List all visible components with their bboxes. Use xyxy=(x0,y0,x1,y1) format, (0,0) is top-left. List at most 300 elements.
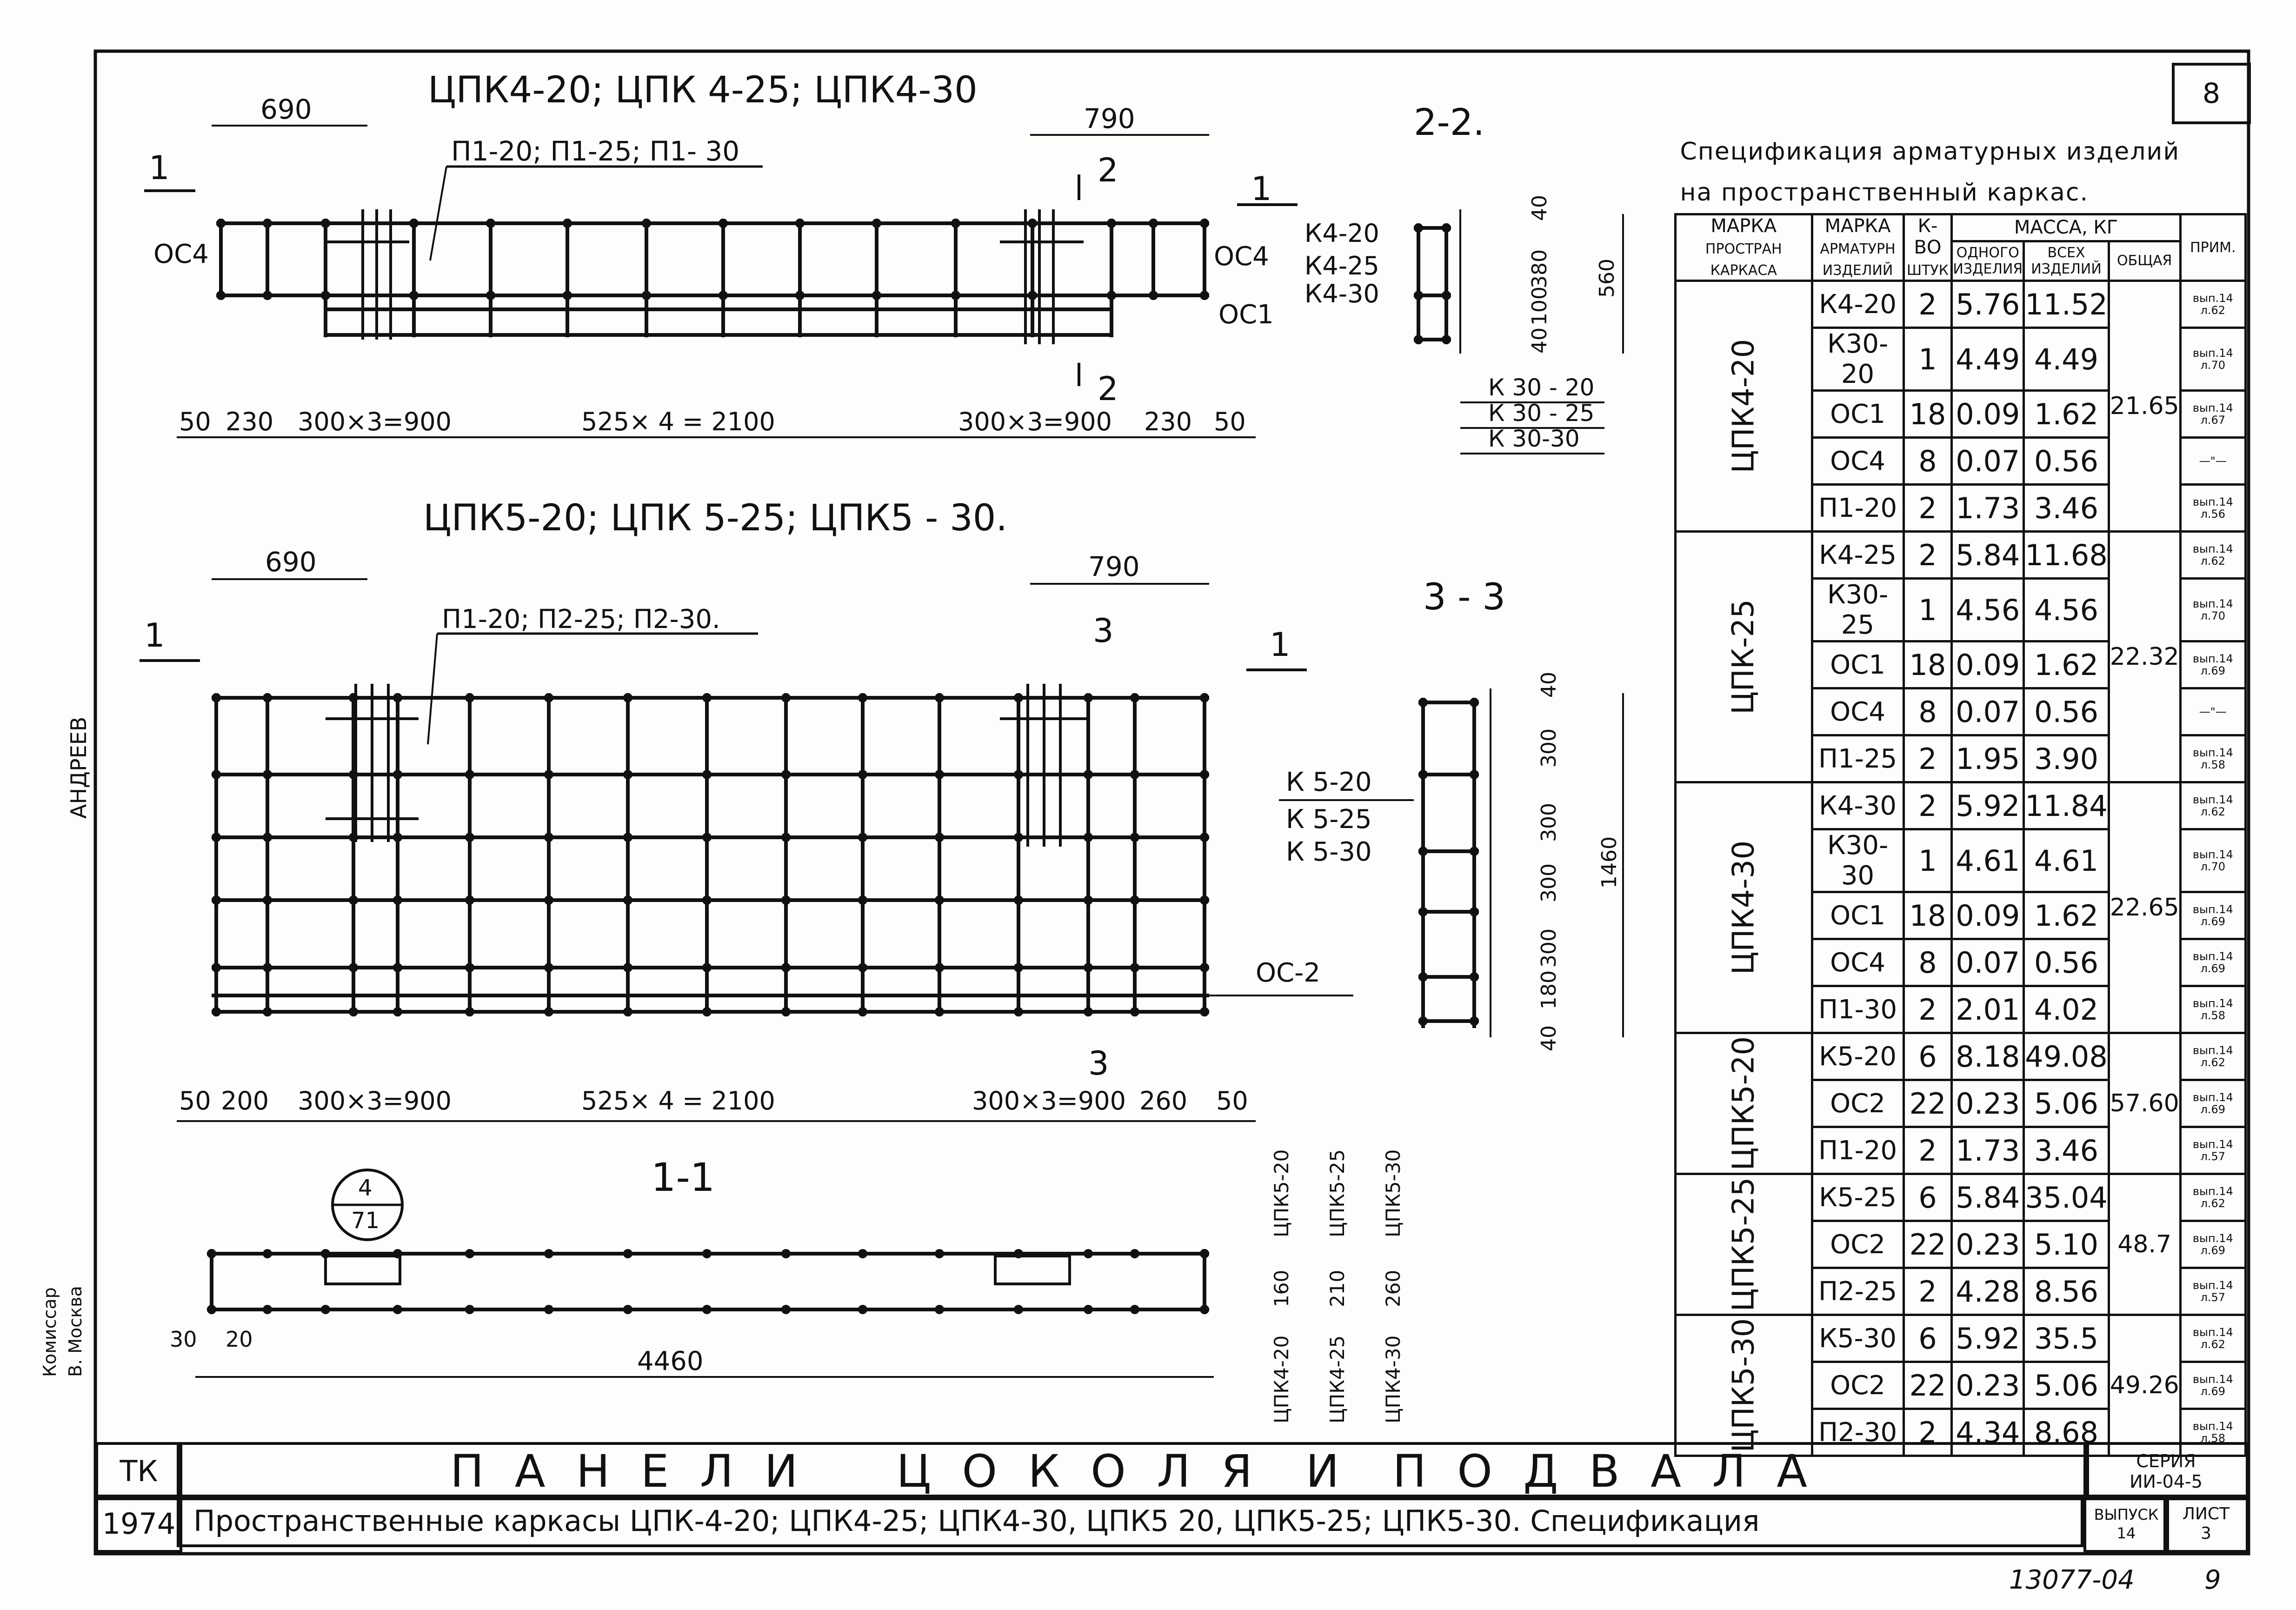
spec-row xyxy=(1676,532,2246,579)
rebar-dot xyxy=(1200,770,1209,779)
spec-total-mass: 48.7 xyxy=(2109,1174,2180,1315)
spec-mass-all: 35.5 xyxy=(2024,1315,2109,1362)
s11-dim-20: 20 xyxy=(226,1327,253,1352)
s33-dim-7: 1460 xyxy=(1597,836,1621,889)
spec-mass-one: 5.92 xyxy=(1952,1315,2024,1362)
rebar-dot xyxy=(349,1007,358,1016)
dim-mid-2: 300×3=900 xyxy=(298,1086,452,1116)
rebar-dot xyxy=(1028,219,1037,228)
rebar-dot xyxy=(781,1007,791,1016)
rebar-dot xyxy=(1200,895,1209,905)
rebar-dot xyxy=(1014,770,1023,779)
th-total: ОБЩАЯ xyxy=(2109,241,2180,281)
rebar-dot xyxy=(781,833,791,842)
spec-qty: 2 xyxy=(1903,782,1952,829)
tb-sheet-value: 3 xyxy=(2201,1523,2211,1543)
spec-item-mark: К30-25 xyxy=(1812,579,1903,641)
margin-name-b: Комиссар xyxy=(40,1287,60,1377)
k5-30: К 5-30 xyxy=(1286,837,1372,867)
sheet-number: 8 xyxy=(2172,63,2251,124)
cut-3-top: 3 xyxy=(1093,612,1114,650)
rebar-dot xyxy=(951,219,960,228)
rebar-dot xyxy=(1130,1305,1139,1314)
spec-note: вып.14 л.69 xyxy=(2180,1080,2245,1127)
spec-mass-one: 0.09 xyxy=(1952,391,2024,438)
dim-top-4: 300×3=900 xyxy=(958,407,1112,436)
s33-dim-6: 40 xyxy=(1537,1025,1561,1051)
spec-mass-all: 11.68 xyxy=(2024,532,2109,579)
sec1-bottom-label-1: ЦПК4-25 xyxy=(1326,1335,1349,1423)
k5-25: К 5-25 xyxy=(1286,804,1372,835)
spec-qty: 22 xyxy=(1903,1362,1952,1409)
rebar-dot xyxy=(1470,1016,1479,1026)
top-dim-row xyxy=(179,407,1246,436)
spec-mass-all: 11.52 xyxy=(2024,281,2109,328)
dim-mid-3: 525× 4 = 2100 xyxy=(581,1086,775,1116)
archive-page: 9 xyxy=(2204,1565,2221,1595)
rebar-dot xyxy=(642,291,651,300)
spec-mass-one: 5.84 xyxy=(1952,1174,2024,1221)
spec-note: вып.14 л.58 xyxy=(2180,1409,2245,1456)
tb-year: 1974 xyxy=(95,1495,182,1553)
dim-top-0: 50 xyxy=(179,407,211,436)
spec-note: вып.14 л.57 xyxy=(2180,1268,2245,1315)
sec1-bottom-label-2: ЦПК4-30 xyxy=(1382,1335,1404,1423)
cut-1-left-mid: 1 xyxy=(144,616,165,655)
spec-mass-one: 4.34 xyxy=(1952,1409,2024,1456)
rebar-dot xyxy=(465,1305,474,1314)
dim-top-2: 300×3=900 xyxy=(298,407,452,436)
rebar-dot xyxy=(1084,693,1093,702)
rebar-dot xyxy=(719,219,728,228)
s33-dim-2: 300 xyxy=(1537,803,1561,842)
rebar-dot xyxy=(642,219,651,228)
spec-mass-one: 4.49 xyxy=(1952,328,2024,391)
rebar-dot xyxy=(858,770,867,779)
rebar-dot xyxy=(465,770,474,779)
spec-body xyxy=(1676,281,2246,1456)
th-all: ВСЕХ ИЗДЕЛИЙ xyxy=(2024,241,2109,281)
rebar-dot xyxy=(781,770,791,779)
dim-top-6: 50 xyxy=(1214,407,1246,436)
rebar-dot xyxy=(1470,907,1479,916)
rebar-dot xyxy=(935,1007,944,1016)
spec-qty: 1 xyxy=(1903,328,1952,391)
dim-690-top: 690 xyxy=(260,94,312,125)
rebar-dot xyxy=(1200,1305,1209,1314)
rebar-dot xyxy=(623,770,632,779)
rebar-dot xyxy=(212,963,221,972)
rebar-dot xyxy=(795,291,805,300)
spec-qty: 8 xyxy=(1903,438,1952,485)
tb-issue-label: ВЫПУСК xyxy=(2094,1505,2159,1523)
dim-690-mid: 690 xyxy=(265,546,317,578)
spec-note: вып.14 л.69 xyxy=(2180,1362,2245,1409)
spec-mass-one: 2.01 xyxy=(1952,986,2024,1033)
s22-dim-0: 40 xyxy=(1528,195,1551,221)
cut-1-left-top: 1 xyxy=(149,149,170,187)
margin-name-c: В. Москва xyxy=(65,1286,86,1377)
rebar-dot xyxy=(1014,693,1023,702)
rebar-dot xyxy=(1084,963,1093,972)
rebar-dot xyxy=(702,833,712,842)
spec-qty: 2 xyxy=(1903,281,1952,328)
rebar-dot xyxy=(465,693,474,702)
rebar-dot xyxy=(702,693,712,702)
rebar-dot xyxy=(1149,291,1158,300)
rebar-dot xyxy=(349,693,358,702)
spec-note: —"— xyxy=(2180,688,2245,735)
spec-item-mark: К4-30 xyxy=(1812,782,1903,829)
rebar-dot xyxy=(1418,907,1428,916)
rebar-dot xyxy=(1084,1007,1093,1016)
spec-note: вып.14 л.62 xyxy=(2180,532,2245,579)
rebar-dot xyxy=(1418,1016,1428,1026)
rebar-dot xyxy=(781,1249,791,1258)
callout-bottom: 71 xyxy=(351,1208,380,1234)
spec-item-mark: П2-30 xyxy=(1812,1409,1903,1456)
spec-mass-one: 0.23 xyxy=(1952,1362,2024,1409)
rebar-dot xyxy=(1130,833,1139,842)
th-note: ПРИМ. xyxy=(2180,214,2245,281)
dim-top-1: 230 xyxy=(226,407,274,436)
spec-caption-1: Спецификация арматурных изделий xyxy=(1680,138,2180,166)
rebar-dot xyxy=(263,291,272,300)
rebar-dot xyxy=(702,1249,712,1258)
tb-series xyxy=(2083,1442,2249,1500)
margin-name-a: АНДРЕЕВ xyxy=(66,716,91,819)
spec-frame-mark: ЦПК4-20 xyxy=(1676,281,1812,532)
tb-title: П А Н Е Л И Ц О К О Л Я И П О Д В А Л А xyxy=(177,1442,2089,1500)
rebar-dot xyxy=(623,833,632,842)
spec-mass-all: 5.06 xyxy=(2024,1362,2109,1409)
rebar-dot xyxy=(321,219,330,228)
k5-20: К 5-20 xyxy=(1286,767,1372,797)
sec1-height-1: 210 xyxy=(1326,1269,1349,1307)
rebar-dot xyxy=(486,219,495,228)
rebar-dot xyxy=(1014,895,1023,905)
rebar-dot xyxy=(1107,291,1116,300)
rebar-dot xyxy=(935,1249,944,1258)
spec-mass-one: 1.95 xyxy=(1952,735,2024,782)
rebar-dot xyxy=(858,833,867,842)
cut-1-right-top: 1 xyxy=(1251,170,1272,208)
spec-mass-one: 4.61 xyxy=(1952,829,2024,892)
rebar-dot xyxy=(321,1249,330,1258)
dim-mid-6: 50 xyxy=(1216,1086,1248,1116)
rebar-dot xyxy=(1200,1249,1209,1258)
spec-note: вып.14 л.62 xyxy=(2180,1033,2245,1080)
spec-caption-2: на пространственный каркас. xyxy=(1680,179,2089,207)
rebar-dot xyxy=(1084,770,1093,779)
spec-mass-one: 0.23 xyxy=(1952,1221,2024,1268)
spec-item-mark: К5-30 xyxy=(1812,1315,1903,1362)
rebar-dot xyxy=(393,1249,402,1258)
k30-30: К 30-30 xyxy=(1488,425,1580,452)
section-1-title: 1-1 xyxy=(651,1155,715,1200)
spec-note: вып.14 л.58 xyxy=(2180,735,2245,782)
archive-number: 13077-04 xyxy=(2009,1565,2135,1595)
sec1-bottom-label-0: ЦПК4-20 xyxy=(1270,1335,1293,1423)
cut-1-right-mid: 1 xyxy=(1270,626,1291,664)
rebar-dot xyxy=(263,963,272,972)
rebar-dot xyxy=(321,291,330,300)
spec-qty: 8 xyxy=(1903,939,1952,986)
spec-qty: 22 xyxy=(1903,1221,1952,1268)
spec-note: вып.14 л.70 xyxy=(2180,579,2245,641)
rebar-dot xyxy=(263,219,272,228)
rebar-dot xyxy=(935,833,944,842)
bar-oc2: ОС-2 xyxy=(1256,958,1321,988)
rebar-dot xyxy=(1014,1249,1023,1258)
spec-qty: 22 xyxy=(1903,1080,1952,1127)
spec-mass-one: 5.92 xyxy=(1952,782,2024,829)
spec-mass-all: 4.61 xyxy=(2024,829,2109,892)
rebar-dot xyxy=(935,895,944,905)
spec-qty: 6 xyxy=(1903,1033,1952,1080)
spec-frame-mark: ЦПК4-30 xyxy=(1676,782,1812,1033)
rebar-dot xyxy=(216,219,226,228)
rebar-dot xyxy=(781,693,791,702)
callout-top: 4 xyxy=(358,1175,373,1201)
spec-frame-mark: ЦПК5-20 xyxy=(1676,1033,1812,1174)
dim-mid-4: 300×3=900 xyxy=(972,1086,1126,1116)
rebar-dot xyxy=(1414,223,1423,233)
rebar-dot xyxy=(1014,1007,1023,1016)
tb-sheet xyxy=(2163,1495,2249,1553)
th-mass: МАССА, КГ xyxy=(1952,214,2180,241)
rebar-dot xyxy=(858,1305,867,1314)
rebar-dot xyxy=(263,895,272,905)
spec-qty: 18 xyxy=(1903,391,1952,438)
rebar-dot xyxy=(872,219,881,228)
rebar-dot xyxy=(858,963,867,972)
rebar-dot xyxy=(1442,291,1451,300)
rebar-dot xyxy=(623,1249,632,1258)
rebar-dot xyxy=(349,833,358,842)
rebar-dot xyxy=(1200,963,1209,972)
sec1-top-label-1: ЦПК5-25 xyxy=(1326,1149,1349,1237)
rebar-dot xyxy=(1470,698,1479,707)
mid-view-title: ЦПК5-20; ЦПК 5-25; ЦПК5 - 30. xyxy=(423,497,1008,539)
rebar-dot xyxy=(1084,1305,1093,1314)
rebar-dot xyxy=(263,1007,272,1016)
spec-row xyxy=(1676,1174,2246,1221)
rebar-dot xyxy=(1470,972,1479,982)
rebar-dot xyxy=(393,1305,402,1314)
rebar-dot xyxy=(1470,847,1479,856)
dim-790-mid: 790 xyxy=(1088,551,1140,582)
rebar-dot xyxy=(872,291,881,300)
spec-note: вып.14 л.70 xyxy=(2180,829,2245,892)
spec-item-mark: К5-20 xyxy=(1812,1033,1903,1080)
rebar-dot xyxy=(1418,698,1428,707)
s11-dim-length: 4460 xyxy=(637,1346,704,1376)
cut-2-bottom: 2 xyxy=(1098,370,1118,408)
rebar-dot xyxy=(935,1305,944,1314)
spec-item-mark: ОС2 xyxy=(1812,1221,1903,1268)
rebar-dot xyxy=(212,770,221,779)
spec-item-mark: П1-20 xyxy=(1812,485,1903,532)
spec-item-mark: К4-25 xyxy=(1812,532,1903,579)
spec-mass-one: 0.09 xyxy=(1952,641,2024,688)
rebar-dot xyxy=(702,1007,712,1016)
rebar-dot xyxy=(465,895,474,905)
rebar-dot xyxy=(263,693,272,702)
spec-mass-all: 4.02 xyxy=(2024,986,2109,1033)
s33-dim-4: 300 xyxy=(1537,929,1561,968)
sec1-height-0: 160 xyxy=(1270,1269,1293,1307)
rebar-dot xyxy=(781,895,791,905)
rebar-dot xyxy=(1200,693,1209,702)
spec-item-mark: П1-30 xyxy=(1812,986,1903,1033)
k30-25: К 30 - 25 xyxy=(1488,400,1595,427)
spec-row xyxy=(1676,281,2246,328)
rebar-dot xyxy=(465,963,474,972)
th-item-mark: МАРКА АРМАТУРН ИЗДЕЛИЙ xyxy=(1812,214,1903,281)
tb-issue xyxy=(2083,1495,2169,1553)
spec-item-mark: ОС1 xyxy=(1812,391,1903,438)
rebar-dot xyxy=(781,963,791,972)
spec-mass-one: 0.07 xyxy=(1952,688,2024,735)
spec-item-mark: ОС4 xyxy=(1812,688,1903,735)
rebar-dot xyxy=(349,895,358,905)
rebar-dot xyxy=(544,895,553,905)
rebar-dot xyxy=(623,693,632,702)
spec-item-mark: ОС2 xyxy=(1812,1080,1903,1127)
spec-note: вып.14 л.67 xyxy=(2180,391,2245,438)
rebar-dot xyxy=(795,219,805,228)
spec-mass-one: 8.18 xyxy=(1952,1033,2024,1080)
rebar-dot xyxy=(263,770,272,779)
rebar-dot xyxy=(465,1007,474,1016)
rebar-dot xyxy=(1200,1007,1209,1016)
spec-item-mark: К30-30 xyxy=(1812,829,1903,892)
spec-note: вып.14 л.69 xyxy=(2180,939,2245,986)
s33-dim-1: 300 xyxy=(1537,728,1561,768)
rebar-dot xyxy=(1200,291,1209,300)
k4-20: К4-20 xyxy=(1304,219,1379,248)
rebar-dot xyxy=(702,770,712,779)
rebar-dot xyxy=(207,1305,216,1314)
cut-2-top: 2 xyxy=(1098,151,1118,189)
dim-790-top: 790 xyxy=(1084,103,1135,134)
rebar-dot xyxy=(544,1007,553,1016)
s22-dim-4: 560 xyxy=(1595,259,1619,298)
rebar-dot xyxy=(702,963,712,972)
spec-row xyxy=(1676,1033,2246,1080)
spec-qty: 18 xyxy=(1903,892,1952,939)
rebar-dot xyxy=(1130,963,1139,972)
spec-total-mass: 49.26 xyxy=(2109,1315,2180,1456)
rebar-dot xyxy=(858,895,867,905)
rebar-dot xyxy=(1200,833,1209,842)
th-count: К-ВО ШТУК xyxy=(1903,214,1952,281)
spec-mass-all: 4.49 xyxy=(2024,328,2109,391)
rebar-dot xyxy=(1028,291,1037,300)
spec-mass-one: 1.73 xyxy=(1952,485,2024,532)
spec-qty: 6 xyxy=(1903,1174,1952,1221)
rebar-dot xyxy=(349,963,358,972)
s33-dim-3: 300 xyxy=(1537,863,1561,902)
rebar-dot xyxy=(544,1305,553,1314)
spec-qty: 6 xyxy=(1903,1315,1952,1362)
rebar-dot xyxy=(409,291,419,300)
rebar-dot xyxy=(1418,770,1428,779)
rebar-dot xyxy=(1414,291,1423,300)
bar-oc4-left: ОС4 xyxy=(153,239,209,269)
spec-item-mark: ОС2 xyxy=(1812,1362,1903,1409)
rebar-dot xyxy=(623,963,632,972)
rebar-dot xyxy=(1418,972,1428,982)
spec-mass-one: 1.73 xyxy=(1952,1127,2024,1174)
dim-top-3: 525× 4 = 2100 xyxy=(581,407,775,436)
s22-dim-2: 100 xyxy=(1528,287,1551,326)
rebar-dot xyxy=(1130,1007,1139,1016)
spec-item-mark: П1-20 xyxy=(1812,1127,1903,1174)
bar-oc1: ОС1 xyxy=(1218,300,1274,330)
rebar-dot xyxy=(544,693,553,702)
mid-view-loops: П1-20; П2-25; П2-30. xyxy=(442,604,720,635)
rebar-dot xyxy=(544,963,553,972)
rebar-dot xyxy=(858,1249,867,1258)
spec-item-mark: ОС1 xyxy=(1812,641,1903,688)
rebar-dot xyxy=(702,1305,712,1314)
rebar-dot xyxy=(349,770,358,779)
spec-mass-all: 8.68 xyxy=(2024,1409,2109,1456)
spec-total-mass: 57.60 xyxy=(2109,1033,2180,1174)
spec-qty: 8 xyxy=(1903,688,1952,735)
spec-mass-one: 4.56 xyxy=(1952,579,2024,641)
spec-mass-all: 49.08 xyxy=(2024,1033,2109,1080)
bar-oc4-right: ОС4 xyxy=(1214,241,1269,272)
spec-note: вып.14 л.62 xyxy=(2180,1174,2245,1221)
spec-frame-mark: ЦПК-25 xyxy=(1676,532,1812,782)
rebar-dot xyxy=(1014,833,1023,842)
sec1-top-label-2: ЦПК5-30 xyxy=(1382,1149,1404,1237)
spec-mass-one: 0.07 xyxy=(1952,438,2024,485)
spec-note: вып.14 л.69 xyxy=(2180,892,2245,939)
rebar-dot xyxy=(1014,963,1023,972)
spec-item-mark: ОС4 xyxy=(1812,438,1903,485)
top-view-loops: П1-20; П1-25; П1- 30 xyxy=(451,135,740,167)
spec-note: вып.14 л.69 xyxy=(2180,641,2245,688)
spec-mass-all: 5.06 xyxy=(2024,1080,2109,1127)
dim-mid-1: 200 xyxy=(221,1086,269,1116)
cut-3-bottom: 3 xyxy=(1088,1044,1109,1082)
spec-total-mass: 21.65 xyxy=(2109,281,2180,532)
spec-mass-all: 3.46 xyxy=(2024,1127,2109,1174)
rebar-dot xyxy=(321,1305,330,1314)
spec-mass-all: 0.56 xyxy=(2024,939,2109,986)
spec-mass-one: 0.07 xyxy=(1952,939,2024,986)
spec-item-mark: К5-25 xyxy=(1812,1174,1903,1221)
spec-total-mass: 22.32 xyxy=(2109,532,2180,782)
rebar-dot xyxy=(858,693,867,702)
rebar-dot xyxy=(465,833,474,842)
spec-mass-one: 4.28 xyxy=(1952,1268,2024,1315)
rebar-dot xyxy=(465,1249,474,1258)
s33-dim-0: 40 xyxy=(1537,672,1561,698)
rebar-dot xyxy=(1084,833,1093,842)
spec-qty: 2 xyxy=(1903,986,1952,1033)
spec-item-mark: ОС1 xyxy=(1812,892,1903,939)
spec-note: вып.14 л.57 xyxy=(2180,1127,2245,1174)
section-1-1 xyxy=(207,1249,1209,1314)
section-3-3 xyxy=(1418,688,1623,1037)
rebar-dot xyxy=(623,895,632,905)
rebar-dot xyxy=(1418,847,1428,856)
